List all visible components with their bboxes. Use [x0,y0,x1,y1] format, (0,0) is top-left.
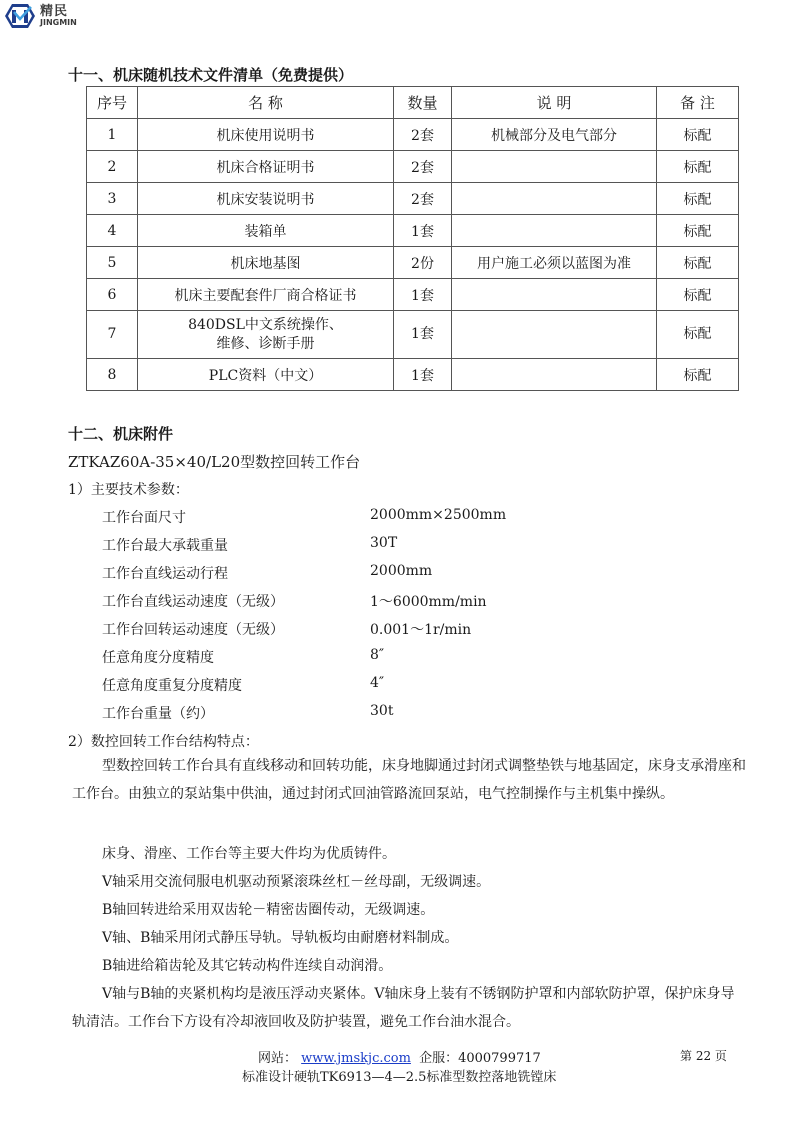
feature-paragraph [72,980,748,1036]
table-row [87,119,739,151]
cell-note: 标配 [657,215,739,247]
feature-text: B轴回转进给采用双齿轮－精密齿圈传动，无级调速。 [102,902,435,918]
cell-note: 标配 [657,183,739,215]
feature-text: B轴进给箱齿轮及其它转动构件连续自动润滑。 [102,958,393,974]
col-header-qty: 数量 [394,87,452,119]
logo-english-name: JINGMIN [40,18,77,27]
cell-name-line1: 840DSL中文系统操作、 [188,316,343,333]
logo-chinese-name: 精民 [40,4,69,19]
param-label: 工作台面尺寸 [102,510,186,526]
cell-note: 标配 [657,247,739,279]
cell-desc [452,215,657,247]
cell-qty: 2套 [394,151,452,183]
param-label: 工作台直线运动行程 [102,566,228,582]
footer-contact [258,1047,541,1066]
col-header-desc: 说 明 [452,87,657,119]
cell-name: 机床合格证明书 [138,151,394,183]
col-header-no: 序号 [87,87,138,119]
param-label: 工作台最大承载重量 [102,538,228,554]
cell-name: PLC资料（中文） [138,359,394,391]
cell-desc: 用户施工必须以蓝图为准 [452,247,657,279]
cell-desc [452,183,657,215]
feature-text: 床身、滑座、工作台等主要大件均为优质铸件。 [102,846,396,862]
cell-name: 机床安装说明书 [138,183,394,215]
table-row [87,359,739,391]
feature-text: V轴、B轴采用闭式静压导轨。导轨板均由耐磨材料制成。 [102,930,459,946]
table-row [87,279,739,311]
cell-name-line2: 维修、诊断手册 [216,335,315,352]
cell-no: 8 [87,359,138,391]
param-value: 4″ [370,675,385,691]
section-12-title: 十二、机床附件 [68,425,174,443]
cell-desc [452,151,657,183]
cell-desc [452,279,657,311]
cell-note: 标配 [657,151,739,183]
col-header-name: 名 称 [138,87,394,119]
section-11-title: 十一、机床随机技术文件清单（免费提供） [68,66,354,84]
table-row [87,215,739,247]
feature-paragraph [72,924,748,952]
param-value: 30t [370,703,394,719]
service-label: 企服： [419,1051,459,1066]
param-value: 0.001～1r/min [370,622,472,638]
cell-no: 5 [87,247,138,279]
col-header-note: 备 注 [657,87,739,119]
cell-name: 装箱单 [138,215,394,247]
website-link[interactable]: www.jmskjc.com [301,1051,411,1066]
feature-paragraph [72,868,748,896]
cell-no: 6 [87,279,138,311]
website-label: 网站： [258,1051,298,1066]
feature-text: V轴采用交流伺服电机驱动预紧滚珠丝杠－丝母副，无级调速。 [102,874,491,890]
cell-note: 标配 [657,359,739,391]
param-label: 工作台直线运动速度（无级） [102,594,284,610]
feature-paragraph [72,952,748,980]
cell-name [138,311,394,359]
param-label: 工作台重量（约） [102,706,214,722]
params-heading: 1）主要技术参数： [68,482,189,498]
cell-qty: 2套 [394,183,452,215]
cell-qty: 1套 [394,311,452,359]
feature-paragraph [72,840,748,868]
cell-no: 4 [87,215,138,247]
accessory-model-title: ZTKAZ60A-35×40/L20型数控回转工作台 [68,453,361,471]
service-phone: 4000799717 [458,1051,541,1066]
cell-desc: 机械部分及电气部分 [452,119,657,151]
param-value: 30T [370,535,398,551]
cell-qty: 1套 [394,279,452,311]
feature-paragraph [72,752,748,808]
feature-text: V轴与B轴的夹紧机构均是液压浮动夹紧体。V轴床身上装有不锈钢防护罩和内部软防护罩，保护床身导轨清洁。工作台下方设有冷却液回收及防护装置，避免工作台油水混合。 [72,986,735,1030]
table-row [87,151,739,183]
param-value: 1～6000mm/min [370,594,487,610]
features-heading: 2）数控回转工作台结构特点： [68,734,259,750]
feature-text: 型数控回转工作台具有直线移动和回转功能，床身地脚通过封闭式调整垫铁与地基固定，床身支承滑座和工作台。由独立的泵站集中供油，通过封闭式回油管路流回泵站，电气控制操作与主机集中操纵。 [72,758,746,802]
cell-desc [452,359,657,391]
cell-name: 机床主要配套件厂商合格证书 [138,279,394,311]
document-title: 标准设计硬轨TK6913—4—2.5标准型数控落地铣镗床 [242,1070,557,1085]
table-row [87,247,739,279]
company-logo [4,2,77,30]
param-value: 8″ [370,647,385,663]
param-label: 工作台回转运动速度（无级） [102,622,284,638]
cell-note: 标配 [657,311,739,359]
table-header-row [87,87,739,119]
param-value: 2000mm [370,563,433,579]
jingmin-logo-icon [4,2,36,30]
feature-paragraph [72,896,748,924]
cell-name: 机床使用说明书 [138,119,394,151]
cell-name: 机床地基图 [138,247,394,279]
cell-no: 7 [87,311,138,359]
cell-qty: 2份 [394,247,452,279]
cell-no: 2 [87,151,138,183]
cell-qty: 1套 [394,215,452,247]
param-label: 任意角度分度精度 [102,650,214,666]
table-row [87,183,739,215]
documents-table [86,86,739,391]
page-number: 第 22 页 [680,1049,727,1063]
cell-note: 标配 [657,119,739,151]
cell-qty: 1套 [394,359,452,391]
table-row [87,311,739,359]
cell-no: 1 [87,119,138,151]
cell-no: 3 [87,183,138,215]
cell-qty: 2套 [394,119,452,151]
cell-note: 标配 [657,279,739,311]
param-label: 任意角度重复分度精度 [102,678,242,694]
param-value: 2000mm×2500mm [370,507,507,523]
cell-desc [452,311,657,359]
